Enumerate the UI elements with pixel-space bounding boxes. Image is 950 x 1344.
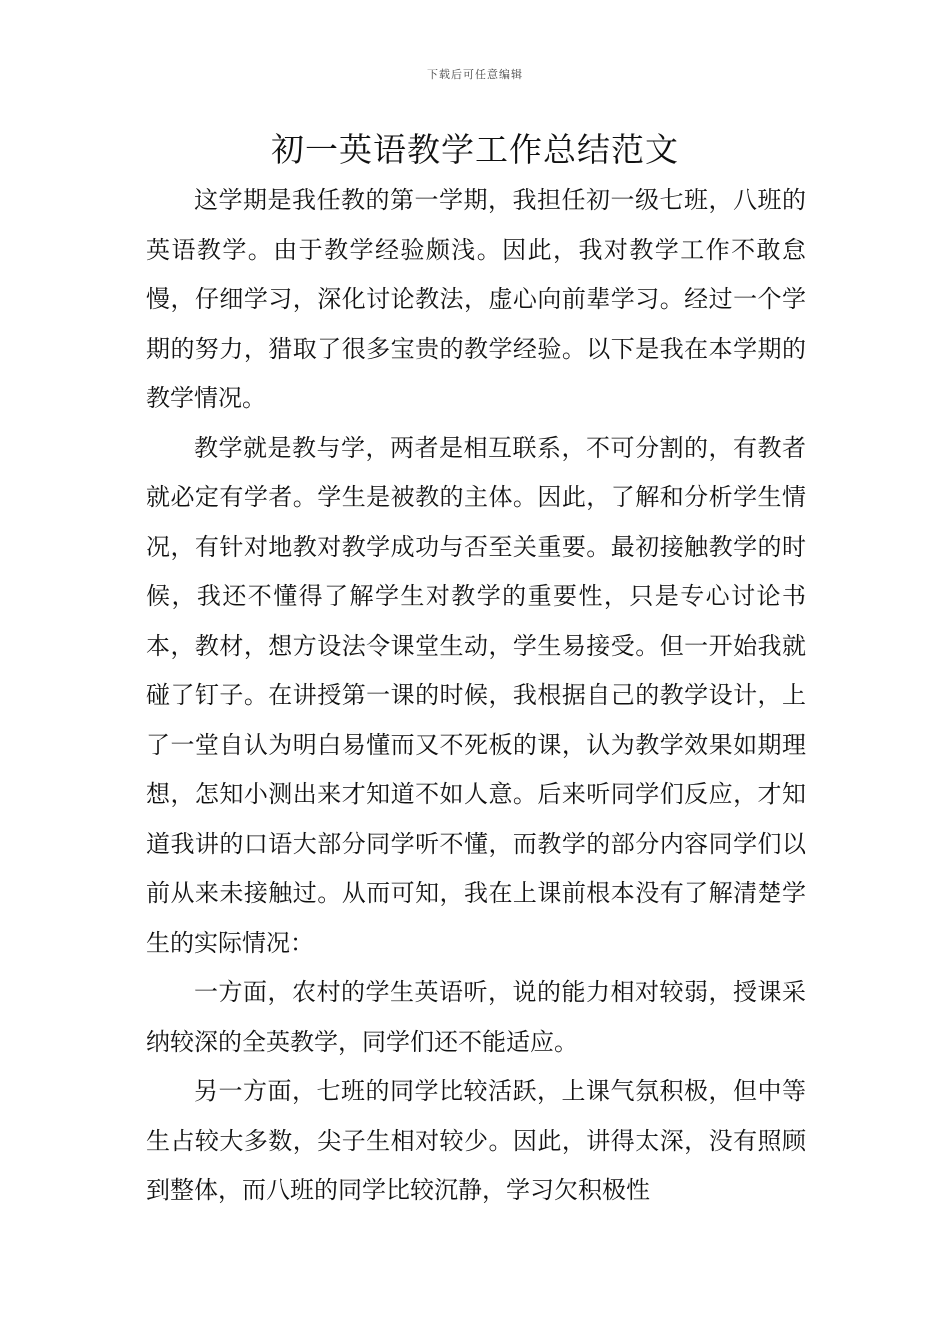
document-title: 初一英语教学工作总结范文 — [271, 130, 679, 169]
document-body — [146, 176, 806, 1216]
header-note: 下载后可任意编辑 — [427, 68, 523, 81]
paragraph-2: 教学就是教与学，两者是相互联系，不可分割的，有教者就必定有学者。学生是被教的主体。因此，了解和分析学生情况，有针对地教对教学成功与否至关重要。最初接触教学的时候，我还不懂得了解学生对教学的重要性，只是专心讨论书本，教材，想方设法令课堂生动，学生易接受。但一开始我就碰了钉子。在讲授第一课的时候，我根据自己的教学设计，上了一堂自认为明白易懂而又不死板的课，认为教学效果如期理想，怎知小测出来才知道不如人意。后来听同学们反应，才知道我讲的口语大部分同学听不懂，而教学的部分内容同学们以前从来未接触过。从而可知，我在上课前根本没有了解清楚学生的实际情况： — [146, 433, 806, 957]
paragraph-3: 一方面，农村的学生英语听，说的能力相对较弱，授课采纳较深的全英教学，同学们还不能适应。 — [146, 978, 806, 1056]
paragraph-4: 另一方面，七班的同学比较活跃，上课气氛积极，但中等生占较大多数，尖子生相对较少。因此，讲得太深，没有照顾到整体，而八班的同学比较沉静，学习欠积极性 — [146, 1077, 806, 1204]
paragraph-1: 这学期是我任教的第一学期，我担任初一级七班，八班的英语教学。由于教学经验颇浅。因此，我对教学工作不敢怠慢，仔细学习，深化讨论教法，虚心向前辈学习。经过一个学期的努力，猎取了很多宝贵的教学经验。以下是我在本学期的教学情况。 — [146, 186, 806, 412]
